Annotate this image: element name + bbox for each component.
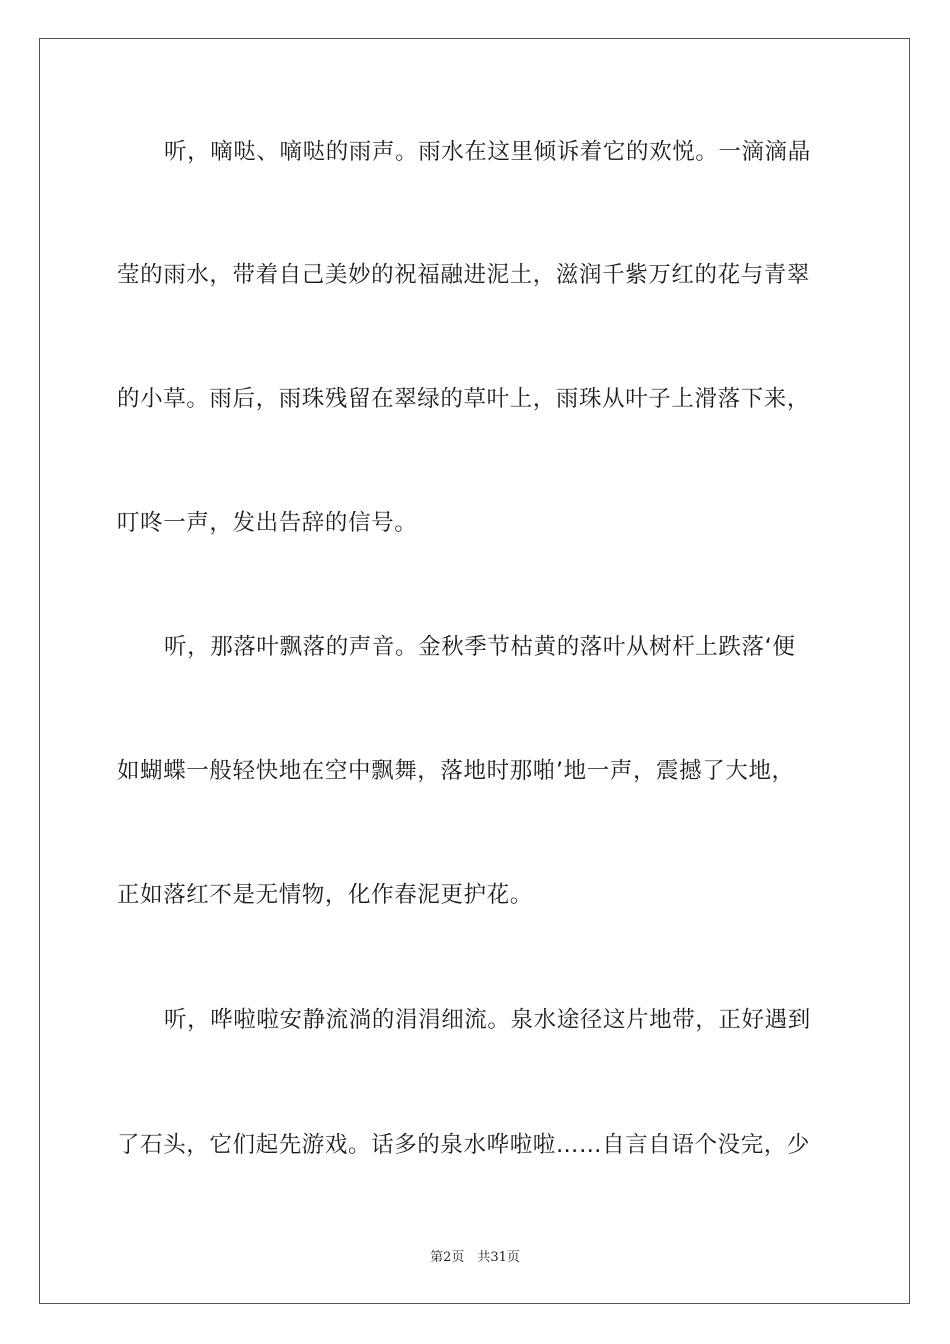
paragraph-2-line-3: 正如落红不是无情物，化作春泥更护花。 [117,882,533,908]
paragraph-3-line-1: 听，哗啦啦安静流淌的涓涓细流。泉水途径这片地带，正好遇到 [164,1007,811,1033]
paragraph-1-line-1: 听，嘀哒、嘀哒的雨声。雨水在这里倾诉着它的欢悦。一滴滴晶 [164,139,811,165]
paragraph-2-line-1: 听，那落叶飘落的声音。金秋季节枯黄的落叶从树杆上跌落‘便 [164,634,796,660]
paragraph-1-line-2: 莹的雨水，带着自己美妙的祝福融进泥土，滋润千紫万红的花与青翠 [117,262,811,288]
paragraph-1-line-3: 的小草。雨后，雨珠残留在翠绿的草叶上，雨珠从叶子上滑落下来， [117,386,811,412]
page-number-footer: 第2页 共31页 [430,1250,520,1265]
paragraph-1-line-4: 叮咚一声，发出告辞的信号。 [117,510,418,536]
paragraph-2-line-2: 如蝴蝶一般轻快地在空中飘舞，落地时那啪’地一声，震撼了大地， [117,758,795,784]
paragraph-3-line-2: 了石头，它们起先游戏。话多的泉水哗啦啦……自言自语个没完，少 [117,1132,811,1158]
page-border [39,38,910,1304]
